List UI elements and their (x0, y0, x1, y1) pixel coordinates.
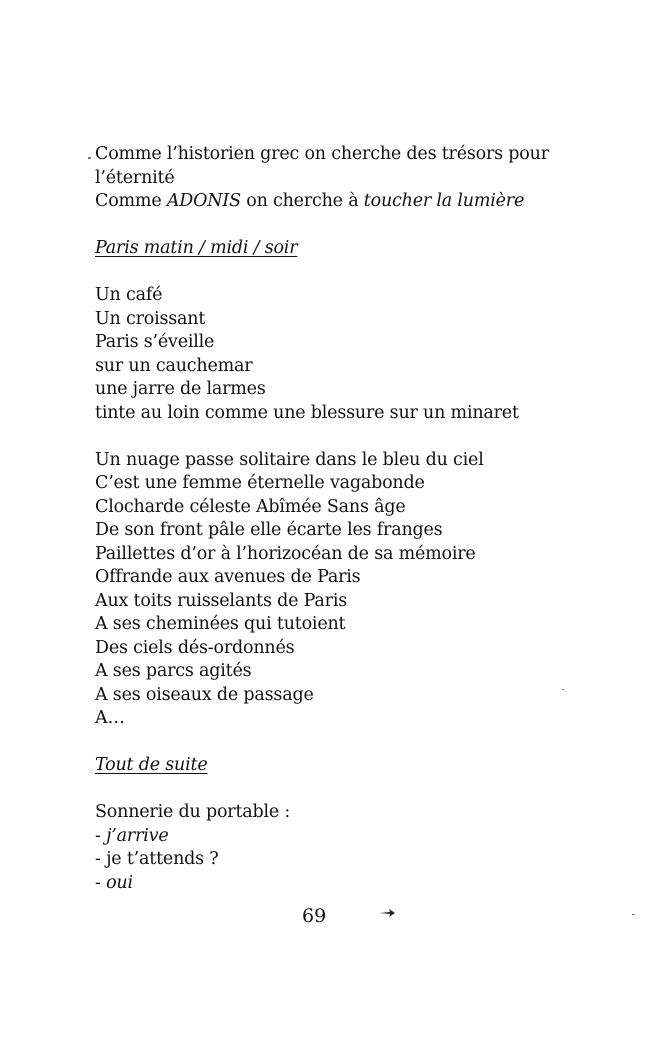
adonis-name: ADONIS (166, 191, 241, 211)
stanza3-line: A ses oiseaux de passage (95, 684, 314, 705)
section-heading-paris: Paris matin / midi / soir (95, 238, 298, 258)
stanza3-line: Un nuage passe solitaire dans le bleu du ciel (95, 449, 484, 470)
stanza1-line2-pre: Comme (95, 191, 167, 211)
stanza1-line1: Comme l’historien grec on cherche des trésors pour (95, 144, 549, 164)
scan-speck (562, 689, 564, 690)
stanza1-line1-cont: l’éternité (95, 167, 175, 188)
stanza2-line: Paris s’éveille (95, 332, 215, 352)
page-number: 69 (302, 905, 327, 927)
stanza2-line: sur un cauchemar (95, 355, 253, 376)
stanza3-line: Offrande aux avenues de Paris (95, 567, 361, 587)
printer-mark-icon (378, 908, 396, 918)
stanza3-line: Des ciels dés-ordonnés (95, 637, 295, 658)
section-heading-tout-de-suite: Tout de suite (95, 755, 208, 775)
stanza4-line3: - je t’attends ? (95, 849, 219, 869)
stanza-gap (95, 731, 565, 755)
stanza-gap (95, 425, 565, 449)
stanza3-line: C’est une femme éternelle vagabonde (95, 473, 425, 493)
stanza3-line: A ses cheminées qui tutoient (95, 614, 346, 634)
stanza3-line: Clocharde céleste Abîmée Sans âge (95, 496, 406, 517)
stanza3-line: Paillettes d’or à l’horizocéan de sa mémoire (95, 543, 476, 564)
stanza2-line: tinte au loin comme une blessure sur un minaret (95, 402, 519, 423)
stanza1-line2-mid: on cherche à (240, 191, 364, 211)
stanza3-line: A ses parcs agités (95, 661, 252, 681)
jarrive-text: j’arrive (106, 825, 169, 846)
scan-speck (632, 914, 635, 915)
stanza4-line2 (95, 825, 565, 849)
stanza4-line1: Sonnerie du portable : (95, 802, 291, 822)
stanza4-line4 (95, 872, 565, 896)
stanza2-line: une jarre de larmes (95, 379, 266, 399)
stanza1-line2 (95, 190, 565, 214)
stanza2-line: Un croissant (95, 308, 206, 329)
poem-page (95, 143, 565, 895)
stanza2-line: Un café (95, 285, 163, 305)
stanza3-line: A… (95, 708, 125, 728)
stanza3-line: De son front pâle elle écarte les franges (95, 520, 443, 540)
dialogue-dash: - (95, 872, 107, 893)
stanza-gap (95, 778, 565, 802)
stanza-gap (95, 261, 565, 285)
toucher-la-lumiere: toucher la lumière (363, 191, 525, 211)
stanza3-line: Aux toits ruisselants de Paris (95, 590, 347, 611)
stanza-gap (95, 214, 565, 238)
oui-text: oui (106, 872, 133, 893)
dialogue-dash: - (95, 825, 107, 846)
scan-speck (88, 157, 91, 159)
